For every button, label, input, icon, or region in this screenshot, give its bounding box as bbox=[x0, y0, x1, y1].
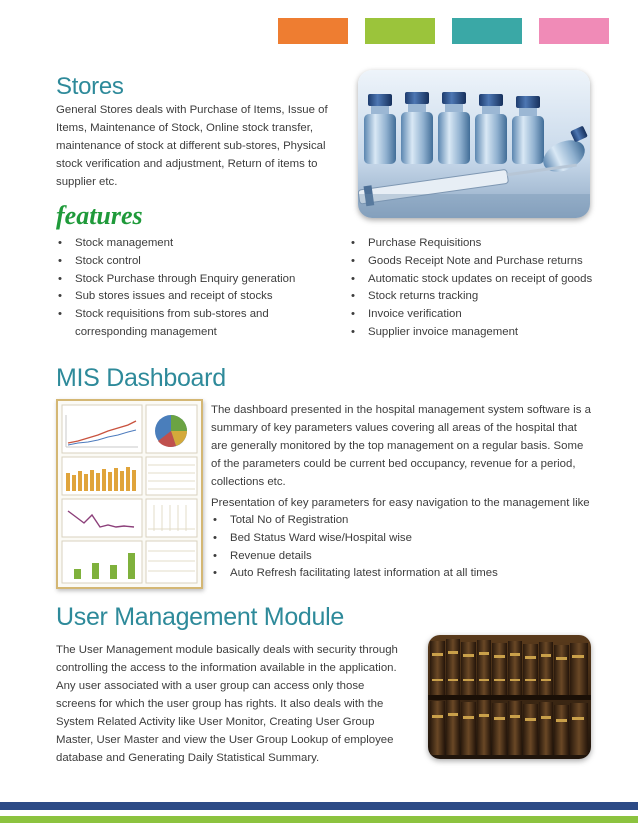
list-item: • Stock control bbox=[56, 253, 326, 271]
green-swatch bbox=[365, 18, 435, 44]
footer-bar-green bbox=[0, 816, 638, 823]
list-item: • Stock management bbox=[56, 235, 326, 253]
dashboard-thumbnail bbox=[56, 399, 203, 589]
mis-paragraph-1: The dashboard presented in the hospital management system software is a summary of key parameters values covering all areas of the hospital that are generally monitored by the top management on a regular basis. Some of the parameters could be current bed occupancy, revenue for a period, collections etc. bbox=[211, 404, 591, 488]
list-item: • Auto Refresh facilitating latest information at all times bbox=[211, 565, 591, 583]
features-heading: features bbox=[56, 201, 143, 230]
vials-syringe-image bbox=[358, 70, 590, 218]
teal-swatch bbox=[452, 18, 522, 44]
mis-paragraph-2: Presentation of key parameters for easy navigation to the management like bbox=[211, 497, 590, 509]
mis-title: MIS Dashboard bbox=[56, 364, 226, 392]
pink-swatch bbox=[539, 18, 609, 44]
list-item: • Revenue details bbox=[211, 548, 591, 566]
list-item: • Purchase Requisitions bbox=[349, 235, 619, 253]
orange-swatch bbox=[278, 18, 348, 44]
user-management-description: The User Management module basically deals with security through controlling the access to the information available in the application. Any user associated with a user group can access only those screens for which the user group has rights. It also deals with the System Related Activity like User Monitor, Creating User Group Master, User Master and view the User Group Lookup of employee database and Generating Daily Statistical Summary. bbox=[56, 644, 398, 764]
list-item: • Stock requisitions from sub-stores and corresponding management bbox=[56, 306, 285, 342]
list-item: • Invoice verification bbox=[349, 306, 619, 324]
stores-description: General Stores deals with Purchase of Items, Issue of Items, Maintenance of Stock, Online stock transfer, maintenance of stock at different sub-stores, Physical stock verification and adjustment, Return of items to supplier etc. bbox=[56, 104, 328, 188]
stores-features-left bbox=[56, 235, 326, 342]
list-item: • Bed Status Ward wise/Hospital wise bbox=[211, 530, 591, 548]
list-item: • Goods Receipt Note and Purchase returns bbox=[349, 253, 619, 271]
footer-bar-blue bbox=[0, 802, 638, 810]
stores-features-right bbox=[349, 235, 619, 342]
user-management-title: User Management Module bbox=[56, 603, 344, 631]
books-image bbox=[428, 635, 591, 759]
mis-bullets bbox=[211, 512, 591, 583]
list-item: • Automatic stock updates on receipt of goods bbox=[349, 271, 619, 289]
list-item: • Total No of Registration bbox=[211, 512, 591, 530]
list-item: • Stock Purchase through Enquiry generation bbox=[56, 271, 326, 289]
list-item: • Sub stores issues and receipt of stocks bbox=[56, 288, 326, 306]
stores-title: Stores bbox=[56, 73, 124, 100]
list-item: • Supplier invoice management bbox=[349, 324, 619, 342]
list-item: • Stock returns tracking bbox=[349, 288, 619, 306]
